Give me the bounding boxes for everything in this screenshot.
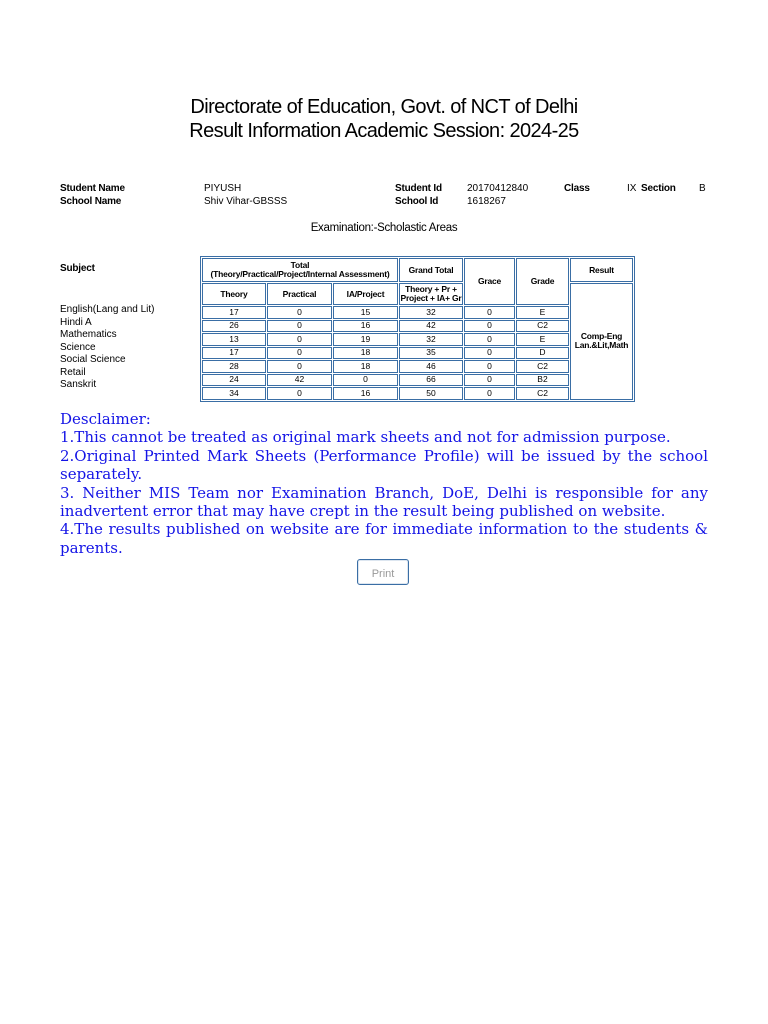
student-name-label: Student Name [60,183,125,194]
subject-column-header: Subject [60,263,95,274]
ia-cell: 18 [333,360,398,373]
ia-cell: 16 [333,387,398,400]
table-row [202,320,633,333]
table-row [202,387,633,400]
table-row [202,374,633,387]
subject-name: Science [60,341,96,353]
grade-cell: C2 [516,320,569,333]
practical-cell: 0 [267,333,332,346]
disclaimer-point-3: 3. Neither MIS Team nor Examination Branch, DoE, Delhi is responsible for any inadvertent error that may have crept in the result being published on website. [60,483,708,521]
grand-total-cell: 32 [399,306,463,319]
student-id-label: Student Id [395,183,442,194]
class-label: Class [564,183,590,194]
school-id-label: School Id [395,196,439,207]
section-label: Section [641,183,676,194]
grace-cell: 0 [464,374,515,387]
grand-formula-line-1: Theory + Pr + [405,284,457,294]
total-header-line-1: Total [290,260,310,270]
ia-cell: 0 [333,374,398,387]
grand-total-cell: 66 [399,374,463,387]
ia-cell: 19 [333,333,398,346]
total-header-line-2: (Theory/Practical/Project/Internal Assessment) [210,269,390,279]
subject-name: Sanskrit [60,379,97,390]
disclaimer-heading: Desclaimer: [60,410,151,428]
page-title-line-1: Directorate of Education, Govt. of NCT of Delhi [190,96,578,118]
grace-cell: 0 [464,333,515,346]
grade-cell: B2 [516,374,569,387]
grade-cell: C2 [516,387,569,400]
theory-header: Theory [202,283,266,305]
practical-header: Practical [267,283,332,305]
grade-cell: E [516,306,569,319]
grace-cell: 0 [464,306,515,319]
grand-total-cell: 32 [399,333,463,346]
grand-total-cell: 50 [399,387,463,400]
grade-header: Grade [516,258,569,305]
subject-list [60,304,155,392]
subject-name: English(Lang and Lit) [60,304,155,315]
disclaimer-block [60,410,708,557]
grade-cell: E [516,333,569,346]
theory-cell: 13 [202,333,266,346]
marks-table [200,256,635,402]
subject-name: Hindi A [60,316,92,328]
subject-name: Retail [60,366,86,378]
table-row [202,347,633,360]
disclaimer-point-1: 1.This cannot be treated as original mark sheets and not for admission purpose. [60,428,671,447]
school-id-value: 1618267 [467,196,506,207]
disclaimer-point-4: 4.The results published on website are for immediate information to the students & parents. [60,520,708,557]
table-row [202,333,633,346]
print-button[interactable]: Print [357,559,409,585]
grace-cell: 0 [464,320,515,333]
practical-cell: 0 [267,306,332,319]
disclaimer-point-2: 2.Original Printed Mark Sheets (Performance Profile) will be issued by the school separately. [60,446,708,484]
grand-total-header: Grand Total [399,258,463,282]
grace-cell: 0 [464,360,515,373]
subject-name: Mathematics [60,329,117,340]
ia-project-header: IA/Project [333,283,398,305]
ia-cell: 18 [333,347,398,360]
practical-cell: 0 [267,387,332,400]
practical-cell: 42 [267,374,332,387]
student-id-value: 20170412840 [467,183,529,194]
subject-name: Social Science [60,354,126,365]
grade-cell: D [516,347,569,360]
section-value: B [699,183,706,194]
grade-cell: C2 [516,360,569,373]
grand-total-formula-header [399,283,463,305]
school-name-value: Shiv Vihar-GBSSS [204,196,288,207]
ia-cell: 15 [333,306,398,319]
practical-cell: 0 [267,347,332,360]
grand-total-cell: 35 [399,347,463,360]
table-row [202,360,633,373]
table-row [202,306,633,319]
grace-cell: 0 [464,387,515,400]
ia-cell: 16 [333,320,398,333]
theory-cell: 24 [202,374,266,387]
result-header: Result [570,258,633,282]
grand-total-cell: 46 [399,360,463,373]
practical-cell: 0 [267,320,332,333]
student-name-value: PIYUSH [204,183,242,194]
school-name-label: School Name [60,196,122,207]
result-line-2: Lan.&Lit,Math [574,340,629,351]
grace-header: Grace [464,258,515,305]
grace-cell: 0 [464,347,515,360]
result-line-1: Comp-Eng [580,331,623,342]
theory-cell: 17 [202,347,266,360]
theory-cell: 17 [202,306,266,319]
class-value: IX [627,183,637,194]
total-column-header [202,258,398,282]
grand-formula-line-2: Project + IA+ Gr [400,293,462,303]
grand-total-cell: 42 [399,320,463,333]
result-cell [570,283,633,400]
exam-section-title: Examination:-Scholastic Areas [310,222,458,234]
practical-cell: 0 [267,360,332,373]
theory-cell: 26 [202,320,266,333]
theory-cell: 28 [202,360,266,373]
theory-cell: 34 [202,387,266,400]
page-title-line-2: Result Information Academic Session: 2024-25 [189,120,579,142]
